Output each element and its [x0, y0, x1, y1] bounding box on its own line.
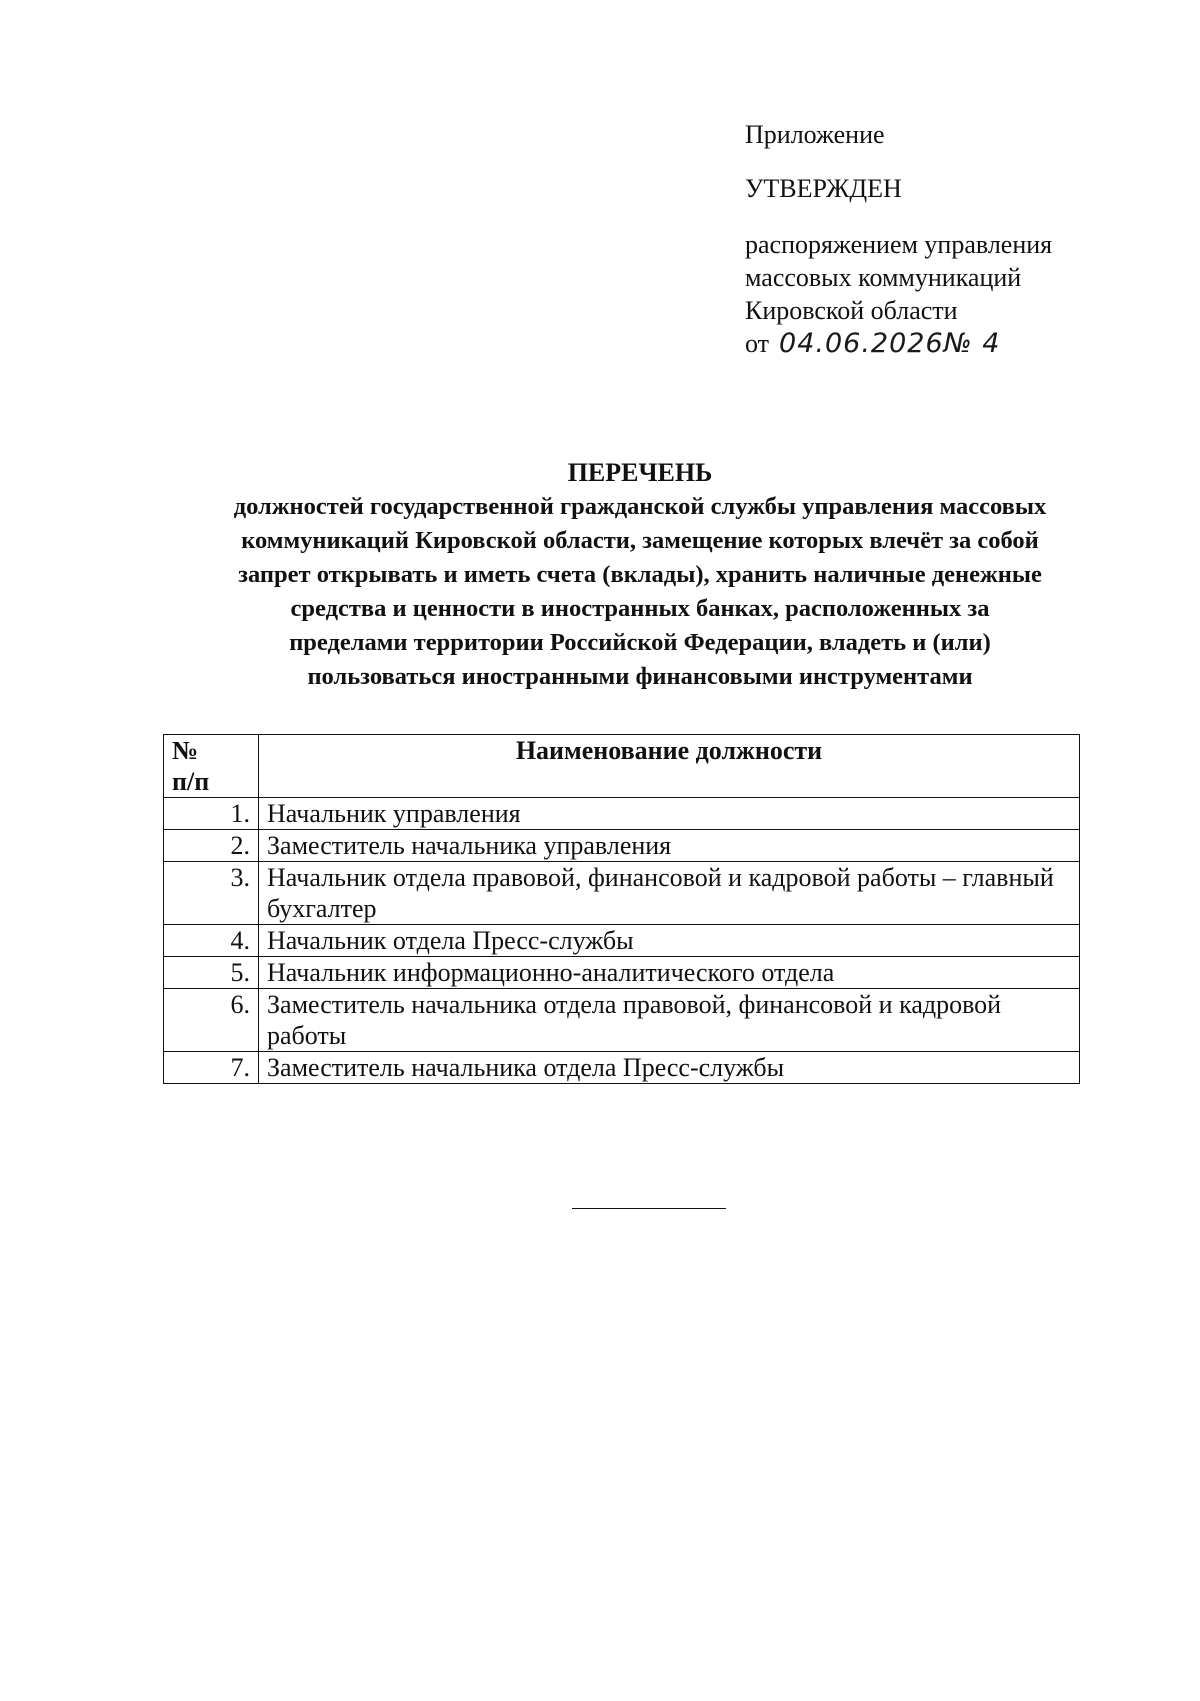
subtitle-line: пределами территории Российской Федерации, владеть и (или) — [289, 629, 991, 656]
date-prefix: от — [745, 329, 770, 358]
positions-table — [163, 734, 1080, 1084]
approval-basis-line: массовых коммуникаций — [745, 263, 1022, 292]
header-name-cell: Наименование должности — [259, 735, 1080, 798]
row-number: 7. — [164, 1052, 259, 1084]
header-number-label: п/п — [172, 767, 210, 796]
row-position-name: Начальник информационно-аналитического отдела — [259, 957, 1080, 989]
table-row — [164, 798, 1080, 830]
row-number: 4. — [164, 925, 259, 957]
row-position-name: Заместитель начальника отдела правовой, финансовой и кадровой работы — [259, 989, 1080, 1052]
table-row — [164, 862, 1080, 925]
row-number: 1. — [164, 798, 259, 830]
row-position-name: Начальник управления — [259, 798, 1080, 830]
header-number-symbol: № — [172, 736, 199, 765]
document-end-divider — [572, 1208, 726, 1209]
row-number: 6. — [164, 989, 259, 1052]
row-position-name: Начальник отдела правовой, финансовой и кадровой работы – главный бухгалтер — [259, 862, 1080, 925]
appendix-label: Приложение — [745, 120, 885, 149]
handwritten-date-number: 04.06.2026№ 4 — [779, 328, 1001, 359]
table-header-row — [164, 735, 1080, 798]
table-row — [164, 989, 1080, 1052]
header-number-cell — [164, 735, 259, 798]
row-number: 2. — [164, 830, 259, 862]
subtitle-line: запрет открывать и иметь счета (вклады), хранить наличные денежные — [238, 561, 1042, 588]
document-title: ПЕРЕЧЕНЬ — [567, 458, 713, 487]
subtitle-line: коммуникаций Кировской области, замещение которых влечёт за собой — [241, 527, 1039, 554]
subtitle-line: пользоваться иностранными финансовыми инструментами — [307, 663, 973, 690]
row-position-name: Начальник отдела Пресс-службы — [259, 925, 1080, 957]
approved-label: УТВЕРЖДЕН — [745, 174, 902, 203]
approval-basis-line: распоряжением управления — [745, 230, 1053, 259]
subtitle-line: должностей государственной гражданской службы управления массовых — [233, 493, 1047, 520]
row-position-name: Заместитель начальника отдела Пресс-службы — [259, 1052, 1080, 1084]
row-number: 3. — [164, 862, 259, 925]
document-subtitle — [140, 490, 1140, 694]
approval-block — [745, 118, 1052, 360]
approval-date-line — [745, 327, 1052, 360]
table-row — [164, 1052, 1080, 1084]
table-row — [164, 830, 1080, 862]
approval-basis-line: Кировской области — [745, 296, 958, 325]
row-number: 5. — [164, 957, 259, 989]
document-title-block — [140, 456, 1140, 694]
row-position-name: Заместитель начальника управления — [259, 830, 1080, 862]
table-row — [164, 925, 1080, 957]
table-row — [164, 957, 1080, 989]
subtitle-line: средства и ценности в иностранных банках, расположенных за — [290, 595, 990, 622]
